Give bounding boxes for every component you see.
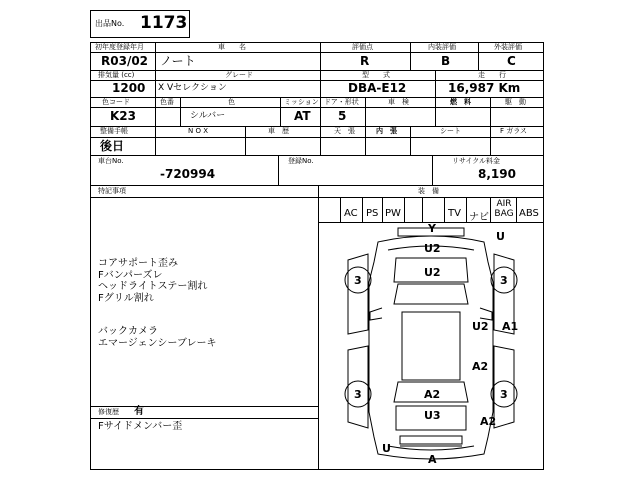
note-line: バックカメラ — [98, 326, 158, 337]
grade-label: グレード — [225, 71, 253, 79]
damage-mark: 3 — [500, 388, 508, 401]
model-value: DBA-E12 — [348, 81, 407, 95]
doors-label: ドア・形状 — [324, 98, 359, 106]
damage-mark: A2 — [480, 415, 497, 428]
colorcode-label: 色コード — [102, 98, 130, 106]
note-line: Fバンパーズレ — [98, 269, 163, 281]
damage-mark: A2 — [424, 388, 441, 401]
cc-label: 排気量 (cc) — [98, 71, 135, 79]
fglass-label: F ガラス — [500, 127, 528, 135]
chassis-value: -720994 — [160, 167, 216, 181]
damage-mark: Y — [428, 222, 436, 235]
repair-label: 修復歴 — [98, 408, 119, 416]
reg-value: R03/02 — [101, 54, 149, 68]
mission-value: AT — [294, 109, 311, 123]
note-line: エマージェンシーブレーキ — [98, 337, 217, 349]
damage-mark: U2 — [424, 266, 441, 279]
fuel-label: 燃 料 — [450, 98, 471, 106]
damage-mark: U2 — [424, 242, 441, 255]
cc-value: 1200 — [112, 81, 146, 95]
note-line: Fグリル割れ — [98, 292, 154, 304]
damage-mark: A2 — [472, 360, 489, 373]
damage-mark: A1 — [502, 320, 519, 333]
color-label: 色 — [228, 98, 235, 106]
exterior-label: 外装評価 — [494, 43, 522, 51]
history-label: 車 歴 — [268, 127, 289, 135]
equip-ac: AC — [344, 208, 358, 219]
damage-mark: U3 — [424, 409, 441, 422]
interior-value: B — [441, 54, 451, 68]
damage-mark: 3 — [354, 388, 362, 401]
exterior-value: C — [507, 54, 516, 68]
note-line — [98, 304, 216, 316]
color-value: シルバー — [190, 111, 226, 121]
grade-value: X Vセレクション — [158, 83, 227, 93]
damage-mark: U2 — [472, 320, 489, 333]
score-value: R — [360, 54, 370, 68]
note-line: コアサポート歪み — [98, 258, 178, 269]
equip-navi: ナビ — [469, 212, 489, 223]
colorno-label: 色番 — [160, 98, 174, 106]
mileage-label: 走 行 — [478, 71, 506, 79]
recycle-value: 8,190 — [478, 167, 516, 181]
repair-detail: Fサイドメンバー歪 — [98, 421, 183, 432]
nox-label: N O X — [188, 127, 208, 135]
name-label: 車 名 — [218, 43, 246, 51]
reg-label: 初年度登録年月 — [95, 43, 144, 51]
note-line: ヘッドライトステー割れ — [98, 281, 208, 292]
mileage-value: 16,987 Km — [448, 81, 521, 95]
notes-list — [98, 258, 216, 349]
damage-mark: U — [382, 442, 391, 455]
chassis-label: 車台No. — [98, 157, 124, 165]
equip-tv: TV — [448, 208, 461, 219]
seat-label: シート — [440, 127, 461, 135]
name-value: ノート — [160, 54, 196, 68]
regno-label: 登録No. — [288, 157, 314, 165]
doors-value: 5 — [338, 109, 347, 123]
equipment-label: 装 備 — [418, 187, 439, 195]
interior-cloth-label: 内 張 — [376, 127, 397, 135]
lot-number: 1173 — [140, 13, 188, 33]
inspection-label: 車 検 — [388, 98, 409, 106]
colorcode-value: K23 — [110, 109, 136, 123]
repair-value: 有 — [134, 406, 144, 417]
equip-abs: ABS — [519, 208, 539, 219]
maint-label: 整備手帳 — [100, 127, 128, 135]
car-damage-diagram — [318, 222, 544, 470]
model-label: 型 式 — [362, 71, 390, 79]
equip-ps: PS — [366, 208, 379, 219]
maint-value: 後日 — [100, 139, 125, 153]
score-label: 評価点 — [352, 43, 373, 51]
equip-airbag: AIR BAG — [494, 199, 514, 219]
damage-mark: 3 — [500, 274, 508, 287]
notes-label: 特記事項 — [98, 187, 126, 195]
damage-mark: 3 — [354, 274, 362, 287]
recycle-label: リサイクル料金 — [452, 157, 501, 165]
equip-pw: PW — [385, 208, 401, 219]
lot-label: 出品No. — [95, 19, 125, 28]
interior-label: 内装評価 — [428, 43, 456, 51]
damage-mark: A — [428, 453, 437, 466]
drive-label: 駆 動 — [505, 98, 526, 106]
mission-label: ミッション — [284, 98, 319, 106]
ceiling-label: 天 張 — [334, 127, 355, 135]
damage-mark: U — [496, 230, 505, 243]
